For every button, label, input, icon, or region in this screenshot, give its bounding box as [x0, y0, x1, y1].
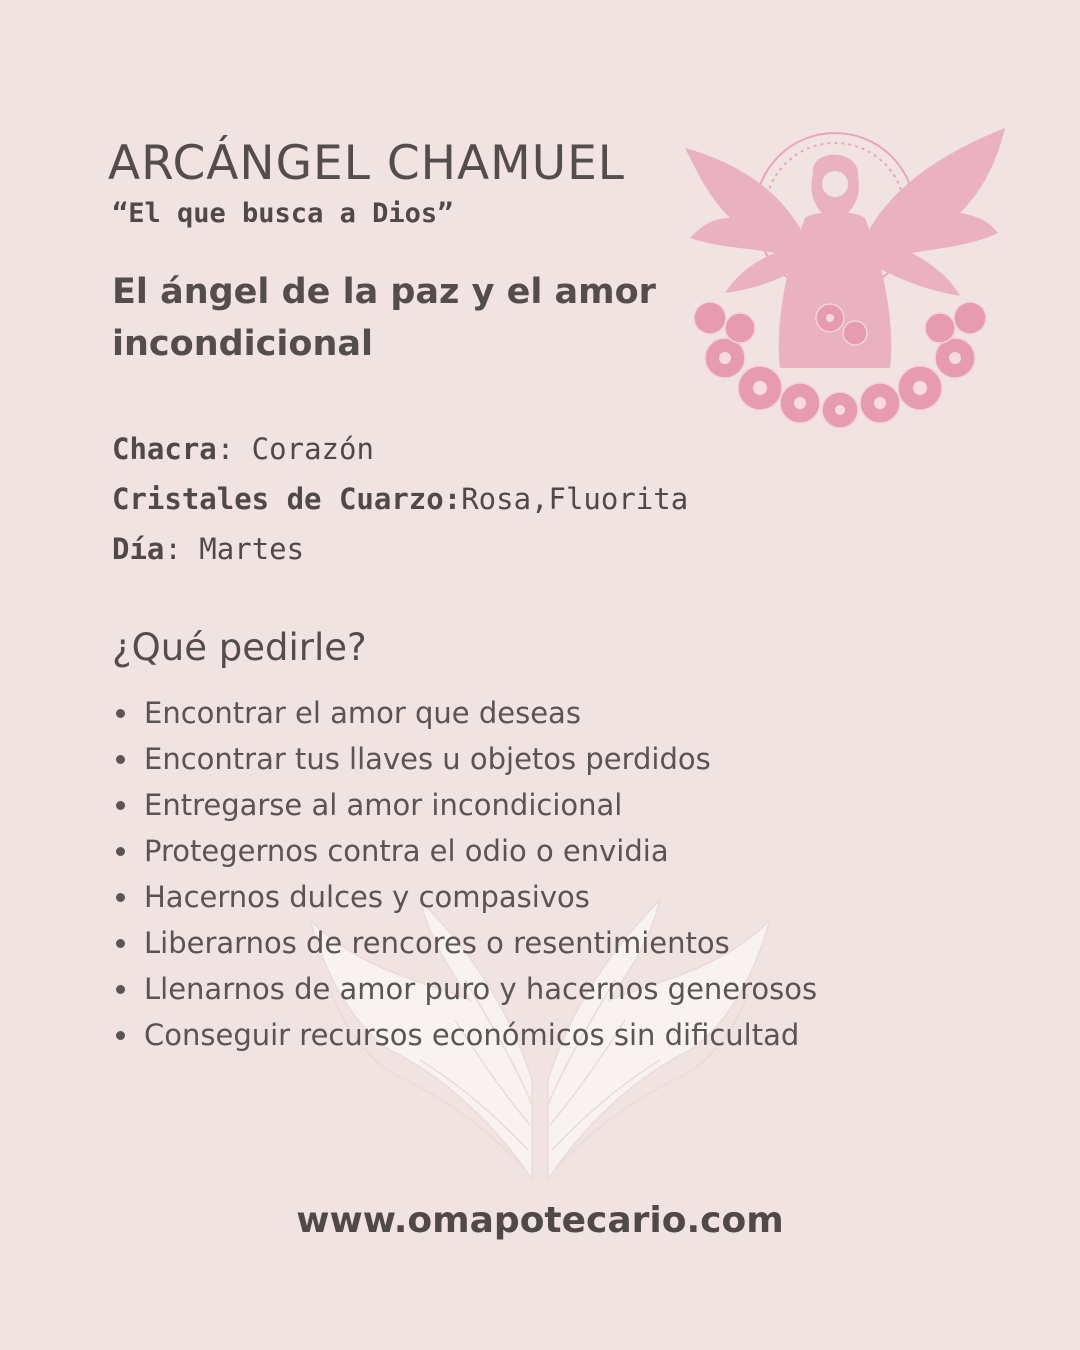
- list-item: [112, 828, 817, 874]
- list-item-text: Protegernos contra el odio o envidia: [144, 834, 669, 868]
- angel-illustration-icon: [680, 118, 1010, 428]
- day-value: : Martes: [164, 532, 305, 566]
- bullet-icon: [116, 985, 125, 994]
- bullet-icon: [116, 709, 125, 718]
- list-item-text: Liberarnos de rencores o resentimientos: [144, 926, 730, 960]
- requests-list: [112, 690, 817, 1058]
- list-item-text: Conseguir recursos económicos sin dificultad: [144, 1018, 800, 1052]
- crystals-row: [112, 474, 688, 524]
- list-item-text: Encontrar tus llaves u objetos perdidos: [144, 742, 711, 776]
- list-item: [112, 1012, 817, 1058]
- attributes-block: [112, 424, 688, 574]
- list-item-text: Hacernos dulces y compasivos: [144, 880, 590, 914]
- bullet-icon: [116, 893, 125, 902]
- page-title: ARCÁNGEL CHAMUEL: [108, 136, 625, 191]
- bullet-icon: [116, 939, 125, 948]
- bullet-icon: [116, 1031, 125, 1040]
- list-item: [112, 966, 817, 1012]
- chakra-value: : Corazón: [216, 432, 374, 466]
- crystals-value: Rosa,Fluorita: [461, 482, 689, 516]
- chakra-label: Chacra: [112, 432, 217, 466]
- list-item-text: Encontrar el amor que deseas: [144, 696, 581, 730]
- day-row: [112, 524, 688, 574]
- list-item-text: Llenarnos de amor puro y hacernos generosos: [144, 972, 818, 1006]
- tagline: El ángel de la paz y el amor incondicional: [112, 272, 656, 364]
- day-label: Día: [112, 532, 165, 566]
- list-item: [112, 736, 817, 782]
- subtitle: “El que busca a Dios”: [112, 198, 454, 229]
- list-item: [112, 920, 817, 966]
- list-item-text: Entregarse al amor incondicional: [144, 788, 623, 822]
- website-link[interactable]: www.omapotecario.com: [296, 1200, 784, 1241]
- bullet-icon: [116, 847, 125, 856]
- list-item: [112, 874, 817, 920]
- list-item: [112, 690, 817, 736]
- chakra-row: [112, 424, 688, 474]
- bullet-icon: [116, 801, 125, 810]
- crystals-label: Cristales de Cuarzo:: [112, 482, 462, 516]
- bullet-icon: [116, 755, 125, 764]
- list-item: [112, 782, 817, 828]
- requests-heading: ¿Qué pedirle?: [112, 626, 367, 669]
